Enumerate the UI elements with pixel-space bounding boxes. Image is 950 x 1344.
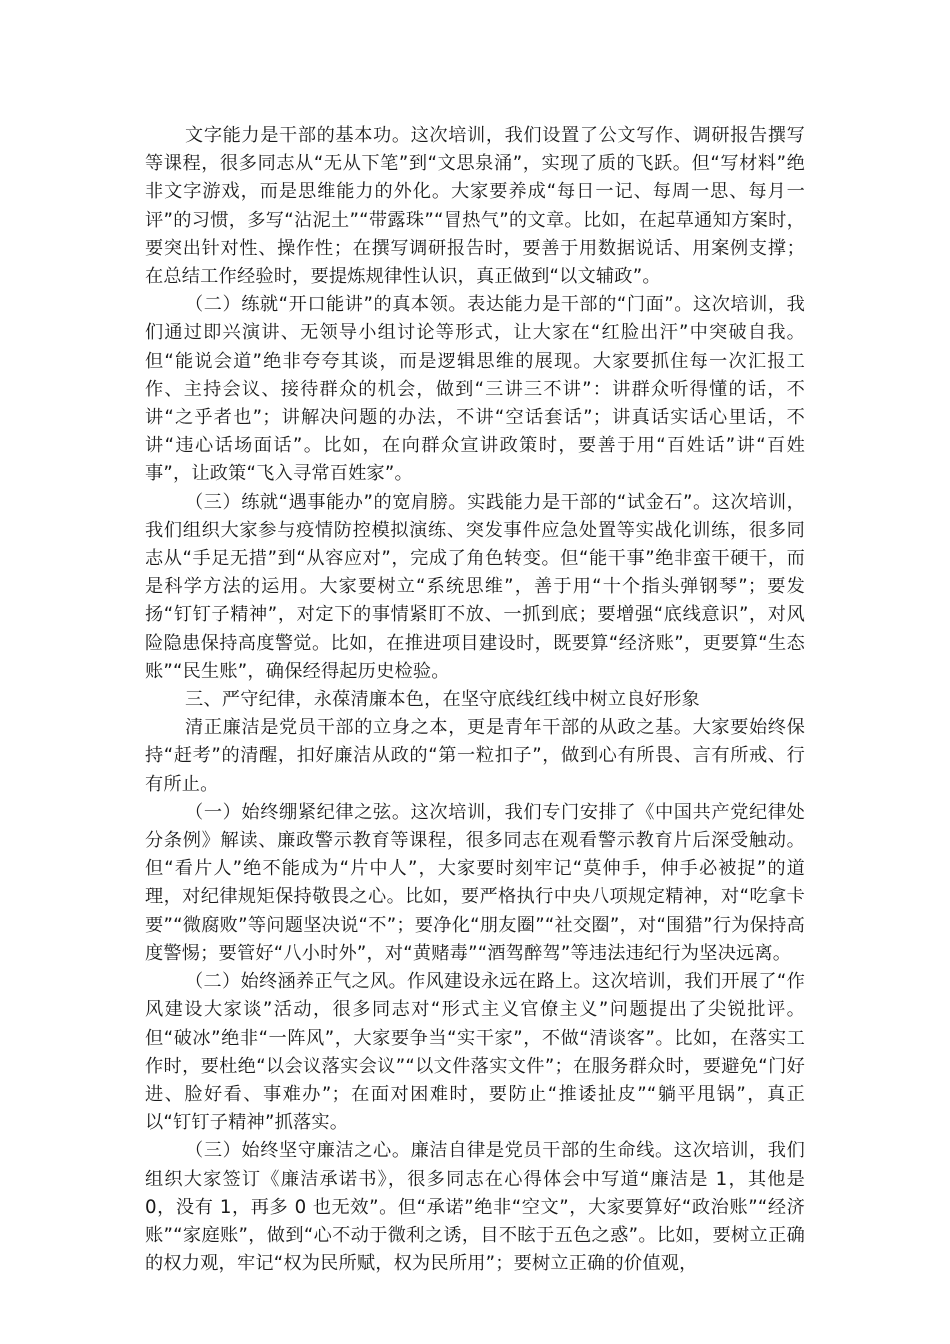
document-body — [145, 122, 805, 1278]
section-heading-discipline: 三、严守纪律，永葆清廉本色，在坚守底线红线中树立良好形象 — [185, 689, 700, 711]
paragraph-discipline-string: （一）始终绷紧纪律之弦。这次培训，我们专门安排了《中国共产党纪律处分条例》解读、廉政警示教育等课程，很多同志在观看警示教育片后深受触动。但“看片人”绝不能成为“片中人”，大家要时刻牢记“莫伸手，伸手必被捉”的道理，对纪律规矩保持敬畏之心。比如，要严格执行中央八项规定精神，对“吃拿卡要”“微腐败”等问题坚决说“不”；要净化“朋友圈”“社交圈”，对“围猎”行为保持高度警惕；要管好“八小时外”，对“黄赌毒”“酒驾醉驾”等违法违纪行为坚决远离。 — [145, 801, 805, 964]
paragraph-integrity-intro: 清正廉洁是党员干部的立身之本，更是青年干部的从政之基。大家要始终保持“赶考”的清醒，扣好廉洁从政的“第一粒扣子”，做到心有所畏、言有所戒、行有所止。 — [145, 717, 805, 795]
paragraph-speaking-skill: （二）练就“开口能讲”的真本领。表达能力是干部的“门面”。这次培训，我们通过即兴演讲、无领导小组讨论等形式，让大家在“红脸出汗”中突破自我。但“能说会道”绝非夸夸其谈，而是逻辑思维的展现。大家要抓住每一次汇报工作、主持会议、接待群众的机会，做到“三讲三不讲”：讲群众听得懂的话，不讲“之乎者也”；讲解决问题的办法，不讲“空话套话”；讲真话实话心里话，不讲“违心话场面话”。比如，在向群众宣讲政策时，要善于用“百姓话”讲“百姓事”，让政策“飞入寻常百姓家”。 — [145, 294, 805, 485]
paragraph-righteous-wind: （二）始终涵养正气之风。作风建设永远在路上。这次培训，我们开展了“作风建设大家谈”活动，很多同志对“形式主义官僚主义”问题提出了尖锐批评。但“破冰”绝非“一阵风”，大家要争当“实干家”，不做“清谈客”。比如，在落实工作时，要杜绝“以会议落实会议”“以文件落实文件”；在服务群众时，要避免“门好进、脸好看、事难办”；在面对困难时，要防止“推诿扯皮”“躺平甩锅”，真正以“钉钉子精神”抓落实。 — [145, 971, 805, 1134]
paragraph-practice-skill: （三）练就“遇事能办”的宽肩膀。实践能力是干部的“试金石”。这次培训，我们组织大家参与疫情防控模拟演练、突发事件应急处置等实战化训练，很多同志从“手足无措”到“从容应对”，完成了角色转变。但“能干事”绝非蛮干硬干，而是科学方法的运用。大家要树立“系统思维”，善于用“十个指头弹钢琴”；要发扬“钉钉子精神”，对定下的事情紧盯不放、一抓到底；要增强“底线意识”，对风险隐患保持高度警觉。比如，在推进项目建设时，既要算“经济账”，更要算“生态账”“民生账”，确保经得起历史检验。 — [145, 491, 805, 682]
paragraph-writing-skill: 文字能力是干部的基本功。这次培训，我们设置了公文写作、调研报告撰写等课程，很多同志从“无从下笔”到“文思泉涌”，实现了质的飞跃。但“写材料”绝非文字游戏，而是思维能力的外化。大家要养成“每日一记、每周一思、每月一评”的习惯，多写“沾泥土”“带露珠”“冒热气”的文章。比如，在起草通知方案时，要突出针对性、操作性；在撰写调研报告时，要善于用数据说话、用案例支撑；在总结工作经验时，要提炼规律性认识，真正做到“以文辅政”。 — [145, 125, 805, 288]
paragraph-integrity-heart: （三）始终坚守廉洁之心。廉洁自律是党员干部的生命线。这次培训，我们组织大家签订《廉洁承诺书》，很多同志在心得体会中写道“廉洁是 1，其他是 0，没有 1，再多 0 也无效”。但“承诺”绝非“空文”，大家要算好“政治账”“经济账”“家庭账”，做到“心不动于微利之诱，目不眩于五色之惑”。比如，要树立正确的权力观，牢记“权为民所赋，权为民所用”；要树立正确的价值观， — [145, 1140, 805, 1275]
